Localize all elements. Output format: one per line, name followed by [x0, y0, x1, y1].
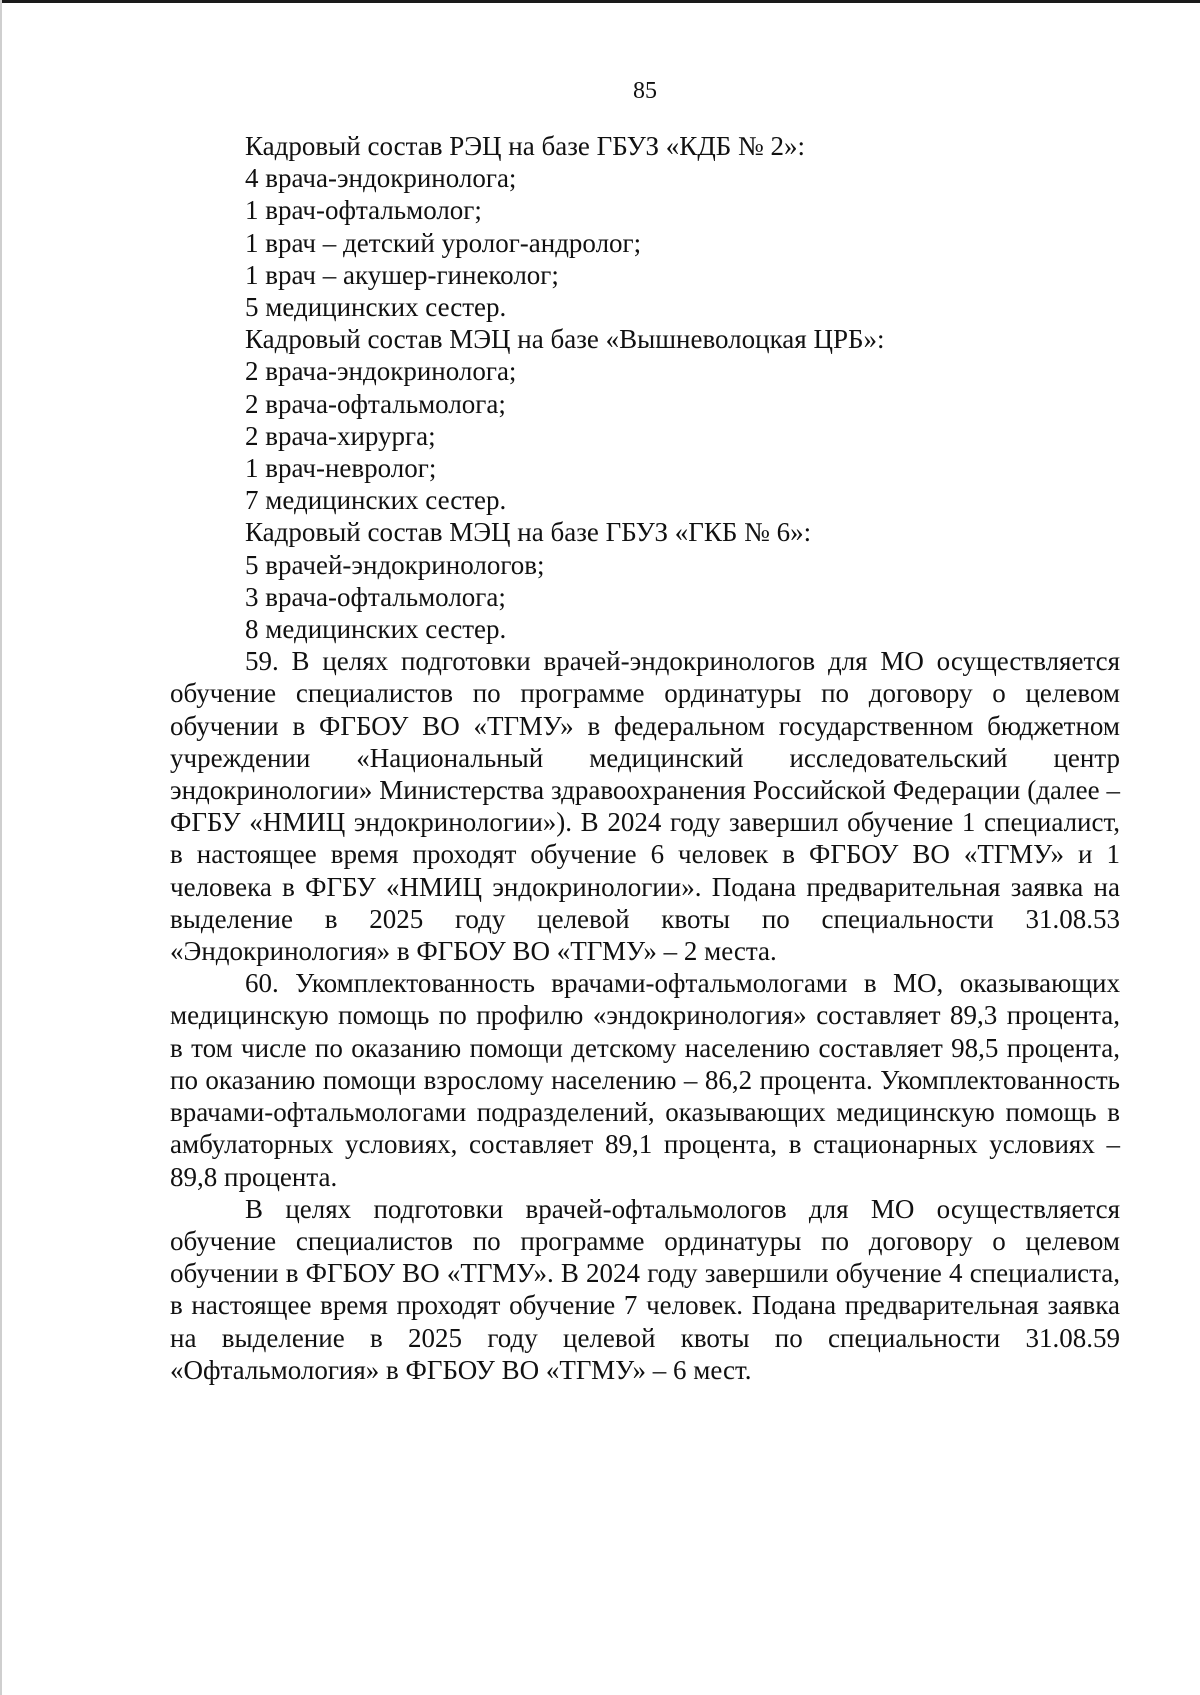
staff-list-item: 5 врачей-эндокринологов; — [245, 549, 545, 580]
staff-list-item: 2 врача-хирурга; — [245, 420, 436, 451]
paragraph-60: 60. Укомплектованность врачами-офтальмологами в МО, оказывающих медицинскую помощь по профилю «эндокринология» составляет 89,3 процента, в том числе по оказанию помощи детскому населению составляет 98,5 процента, по оказанию помощи взрослому населению – 86,2 процента. Укомплектованность врачами-офтальмологами подразделений, оказывающих медицинскую помощь в амбулаторных условиях, составляет 89,1 процента, в стационарных условиях – 89,8 процента. — [170, 968, 1120, 1192]
staff-list-item: 2 врача-офтальмолога; — [245, 388, 506, 419]
scan-border-top — [0, 0, 1200, 3]
staff-list-mec-vyshnevolotskaya — [170, 323, 1120, 516]
page-number: 85 — [633, 78, 657, 104]
paragraph-ophthalmology-training: В целях подготовки врачей-офтальмологов для МО осуществляется обучение специалистов по программе ординатуры по договору о целевом обучении в ФГБОУ ВО «ТГМУ». В 2024 году завершили обучение 4 специалиста, в настоящее время проходят обучение 7 человек. Подана предварительная заявка на выделение в 2025 году целевой квоты по специальности 31.08.59 «Офтальмология» в ФГБОУ ВО «ТГМУ» – 6 мест. — [170, 1193, 1120, 1385]
staff-list-item: 8 медицинских сестер. — [245, 614, 507, 645]
staff-list-item: 1 врач-невролог; — [245, 453, 437, 484]
staff-list-mec-gkb6 — [170, 516, 1120, 645]
scan-border-left — [0, 0, 2, 1695]
staff-list-item: 3 врача-офтальмолога; — [245, 581, 506, 612]
staff-list-item: 1 врач – детский уролог-андролог; — [245, 227, 642, 258]
staff-list-item: 5 медицинских сестер. — [245, 292, 507, 323]
staff-list-heading: Кадровый состав МЭЦ на базе ГБУЗ «ГКБ № 6»: — [245, 517, 812, 548]
staff-list-item: 4 врача-эндокринолога; — [245, 163, 517, 194]
staff-list-rec-kdb2 — [170, 130, 1120, 323]
staff-list-item: 1 врач-офтальмолог; — [245, 195, 482, 226]
paragraph-59: 59. В целях подготовки врачей-эндокринологов для МО осуществляется обучение специалистов по программе ординатуры по договору о целевом обучении в ФГБОУ ВО «ТГМУ» в федеральном государственном бюджетном учреждении «Национальный медицинский исследовательский центр эндокринологии» Министерства здравоохранения Российской Федерации (далее – ФГБУ «НМИЦ эндокринологии»). В 2024 году завершил обучение 1 специалист, в настоящее время проходят обучение 6 человек в ФГБОУ ВО «ТГМУ» и 1 человека в ФГБУ «НМИЦ эндокринологии». Подана предварительная заявка на выделение в 2025 году целевой квоты по специальности 31.08.53 «Эндокринология» в ФГБОУ ВО «ТГМУ» – 2 места. — [170, 646, 1120, 967]
staff-list-item: 1 врач – акушер-гинеколог; — [245, 259, 559, 290]
staff-list-heading: Кадровый состав РЭЦ на базе ГБУЗ «КДБ № 2»: — [245, 131, 805, 161]
staff-list-item: 2 врача-эндокринолога; — [245, 356, 517, 387]
staff-list-heading: Кадровый состав МЭЦ на базе «Вышневолоцкая ЦРБ»: — [245, 324, 885, 355]
document-body — [170, 130, 1120, 1386]
staff-list-item: 7 медицинских сестер. — [245, 485, 507, 516]
